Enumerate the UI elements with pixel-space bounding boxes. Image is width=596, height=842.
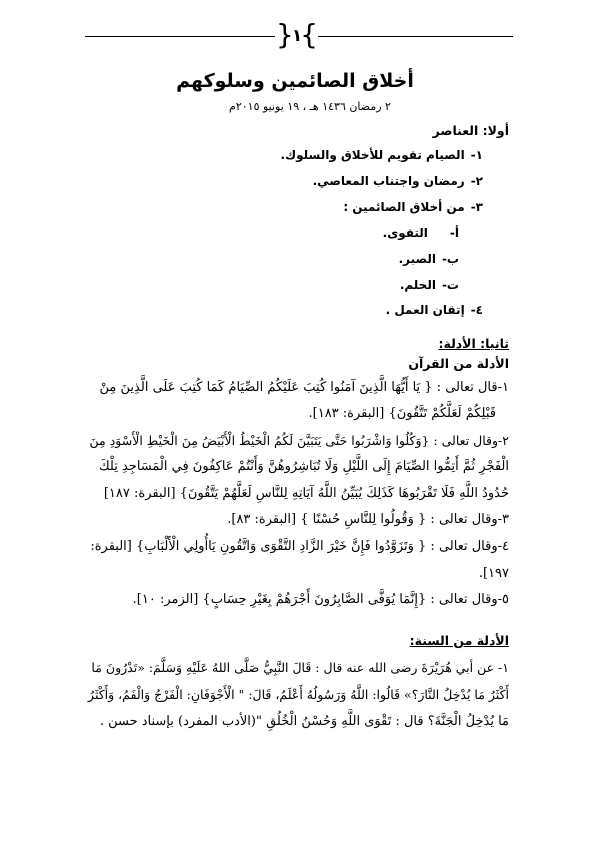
list-item: ب-الصبر.: [398, 252, 459, 266]
page-number: ١: [291, 26, 303, 46]
list-item: ٤-إتقان العمل .: [385, 303, 483, 317]
header-rule-left: [85, 36, 275, 37]
verse-line: ٤-وقال تعالى : { وَتَزَوَّدُوا فَإِنَّ خَيْرَ الزَّادِ التَّقْوَى وَاتَّقُونِ يَاأُولِي الْأَلْبَابِ} [البقرة:: [90, 539, 509, 554]
verse-line: ١٩٧].: [478, 566, 509, 581]
quran-heading: الأدلة من القرآن: [408, 356, 509, 371]
list-item: ١-الصيام تقويم للأخلاق والسلوك.: [280, 148, 483, 162]
bracket-left-icon: {: [276, 18, 294, 51]
page-number-box: [276, 18, 318, 54]
hadith-line: أَكْثَرُ مَا يُدْخِلُ النَّارَ؟» قَالُوا: اللَّهُ وَرَسُولُهُ أَعْلَمُ، قَالَ: " الْأَجْوَفَانِ: الْفَرْجُ وَالْفَمُ، وَأَكْثَرُ: [88, 687, 509, 702]
list-item: ٣-من أخلاق الصائمين :: [343, 200, 483, 214]
sunnah-heading: الأدلة من السنة:: [409, 633, 509, 648]
page-title: أخلاق الصائمين وسلوكهم: [176, 70, 414, 92]
header-rule-right: [318, 36, 513, 37]
hadith-line: ١- عن أبي هُرَيْرَةَ رضى الله عنه قال : قَالَ النَّبِيُّ صَلَّى اللهُ عَلَيْهِ وَسَلَّمَ: «تَدْرُونَ مَا: [91, 660, 509, 675]
page-date: ٢ رمضان ١٤٣٦ هـ ، ١٩ يونيو ٢٠١٥م: [229, 100, 391, 113]
section2-heading: ثانيا: الأدلة:: [438, 336, 509, 351]
bracket-right-icon: }: [300, 18, 318, 51]
verse-line: ٥-وقال تعالى : {إِنَّمَا يُوَفَّى الصَّابِرُونَ أَجْرَهُمْ بِغَيْرِ حِسَابٍ} [الزمر: ١٠].: [132, 592, 509, 607]
verse-line: ١-قال تعالى : { يَا أَيُّهَا الَّذِينَ آمَنُوا كُتِبَ عَلَيْكُمُ الصِّيَامُ كَمَا كُتِبَ عَلَى الَّذِينَ مِنْ: [99, 380, 509, 395]
verse-line: ٣-وقال تعالى : { وَقُولُوا لِلنَّاسِ حُسْنًا } [البقرة: ٨٣].: [227, 512, 509, 527]
verse-line: حُدُودُ اللَّهِ فَلَا تَقْرَبُوهَا كَذَلِكَ يُبَيِّنُ اللَّهُ آيَاتِهِ لِلنَّاسِ لَعَلَّهُمْ يَتَّقُونَ} [البقرة: ١٨٧]: [103, 486, 509, 501]
verse-line: الْفَجْرِ ثُمَّ أَتِمُّوا الصِّيَامَ إِلَى اللَّيْلِ وَلَا تُبَاشِرُوهُنَّ وَأَنْتُمْ عَاكِفُونَ فِي الْمَسَاجِدِ تِلْكَ: [98, 459, 509, 474]
hadith-line: مَا يُدْخِلُ الْجَنَّةَ؟ قال : تَقْوَى اللَّهِ وَحُسْنُ الْخُلُقِ "(الأدب المفرد) بإسناد حسن .: [99, 714, 509, 729]
verse-line: قَبْلِكُمْ لَعَلَّكُمْ تَتَّقُونَ} [البقرة: ١٨٣].: [308, 406, 496, 421]
section1-heading: أولا: العناصر: [432, 123, 509, 138]
list-item: أ-التقوى.: [382, 226, 459, 240]
list-item: ٢-رمضان واجتناب المعاصي.: [312, 174, 483, 188]
list-item: ت-الحلم.: [399, 278, 459, 292]
verse-line: ٢-وقال تعالى : {وَكُلُوا وَاشْرَبُوا حَتَّى يَتَبَيَّنَ لَكُمُ الْخَيْطُ الْأَبْيَضُ مِنَ الْخَيْطِ الْأَسْوَدِ مِنَ: [89, 433, 509, 448]
